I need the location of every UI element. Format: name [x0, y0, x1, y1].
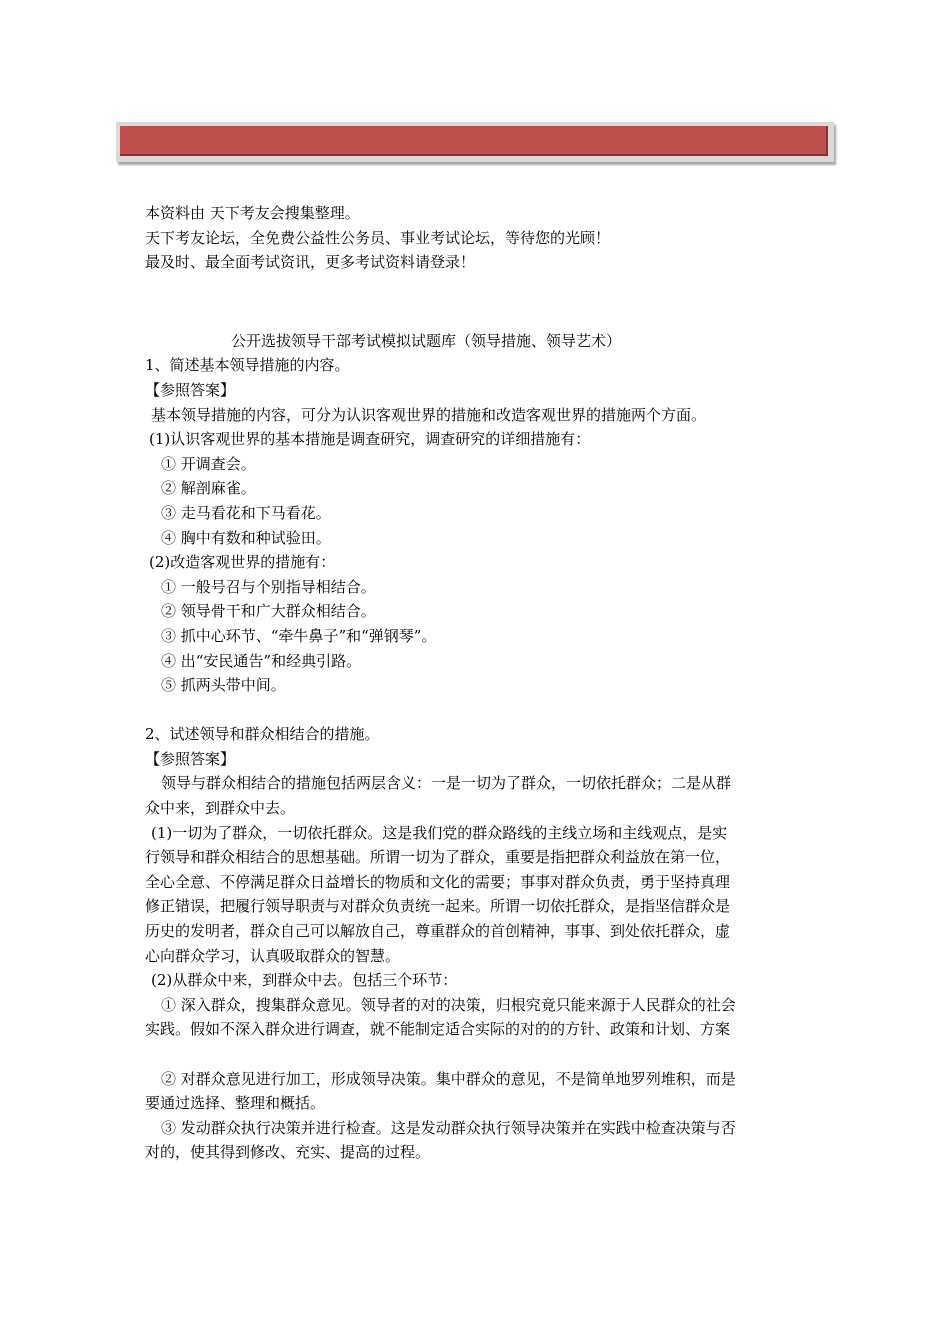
q2-intro-line: 众中来，到群众中去。: [145, 799, 296, 818]
q2-step2-line: ② 对群众意见进行加工，形成领导决策。集中群众的意见，不是简单地罗列堆积，而是: [161, 1069, 736, 1088]
notice-line-1: 本资料由 天下考友会搜集整理。: [145, 204, 360, 222]
q1-intro: 基本领导措施的内容，可分为认识客观世界的措施和改造客观世界的措施两个方面。: [151, 405, 707, 424]
q2-p1-line: 历史的发明者，群众自己可以解放自己，尊重群众的首创精神，事事、到处依托群众，虚: [145, 922, 731, 941]
q2-p1-line: 全心全意、不停满足群众日益增长的物质和文化的需要；事事对群众负责，勇于坚持真理: [145, 872, 731, 891]
spacer: [145, 275, 810, 324]
q2-step1-line: 实践。假如不深入群众进行调查，就不能制定适合实际的对的的方针、政策和计划、方案: [145, 1020, 731, 1039]
q2-step3-line: ③ 发动群众执行决策并进行检查。这是发动群众执行领导决策并在实践中检查决策与否: [161, 1118, 736, 1137]
q1-part1-heading: (1)认识客观世界的基本措施是调查研究，调查研究的详细措施有：: [149, 430, 591, 449]
q2-p1-line: (1)一切为了群众，一切依托群众。这是我们党的群众路线的主线立场和主线观点，是实: [151, 823, 728, 842]
q1-part2-item: ③ 抓中心环节、“牵牛鼻子”和“弹钢琴”。: [161, 626, 437, 645]
q1-part2-item: ① 一般号召与个别指导相结合。: [161, 577, 376, 596]
q1-part1-item: ① 开调查会。: [161, 454, 256, 473]
q2-step3-line: 对的，使其得到修改、充实、提高的过程。: [145, 1143, 431, 1162]
q1-question: 1、简述基本领导措施的内容。: [145, 356, 350, 375]
q1-part2-item: ② 领导骨干和广大群众相结合。: [161, 602, 376, 621]
q2-p1-line: 行领导和群众相结合的思想基础。所谓一切为了群众，重要是指把群众利益放在第一位，: [145, 848, 731, 867]
q1-part1-item: ③ 走马看花和下马看花。: [161, 503, 331, 522]
q1-part2-item: ⑤ 抓两头带中间。: [161, 676, 286, 695]
q2-step1-line: ① 深入群众，搜集群众意见。领导者的对的决策，归根究竟只能来源于人民群众的社会: [161, 995, 736, 1014]
q2-p1-line: 修正错误，把履行领导职责与对群众负责统一起来。所谓一切依托群众，是指坚信群众是: [145, 897, 731, 916]
notice-line-3: 最及时、最全面考试资讯，更多考试资料请登录！: [145, 253, 476, 272]
q2-intro-line: 领导与群众相结合的措施包括两层含义：一是一切为了群众，一切依托群众；二是从群: [161, 774, 732, 793]
header-banner: [116, 122, 834, 162]
q2-p2-heading: (2)从群众中来，到群众中去。包括三个环节：: [151, 971, 458, 990]
notice-line-2: 天下考友论坛，全免费公益性公务员、事业考试论坛，等待您的光顾！: [145, 228, 611, 247]
header-banner-bar: [120, 126, 828, 156]
spacer: [145, 1042, 810, 1067]
q1-part1-item: ④ 胸中有数和种试验田。: [161, 528, 331, 547]
document-title: 公开选拔领导干部考试模拟试题库（领导措施、领导艺术）: [231, 331, 622, 350]
q2-step2-line: 要通过选择、整理和概括。: [145, 1094, 326, 1113]
q1-answer-label: 【参照答案】: [145, 380, 236, 399]
q2-question: 2、试述领导和群众相结合的措施。: [145, 725, 380, 744]
q2-p1-line: 心向群众学习，认真吸取群众的智慧。: [145, 946, 401, 965]
q2-answer-label: 【参照答案】: [145, 749, 236, 768]
q1-part2-heading: (2)改造客观世界的措施有：: [149, 553, 336, 572]
spacer: [145, 698, 810, 723]
q1-part1-item: ② 解剖麻雀。: [161, 479, 256, 498]
document-body: [145, 201, 810, 1165]
q1-part2-item: ④ 出“安民通告”和经典引路。: [161, 651, 362, 670]
